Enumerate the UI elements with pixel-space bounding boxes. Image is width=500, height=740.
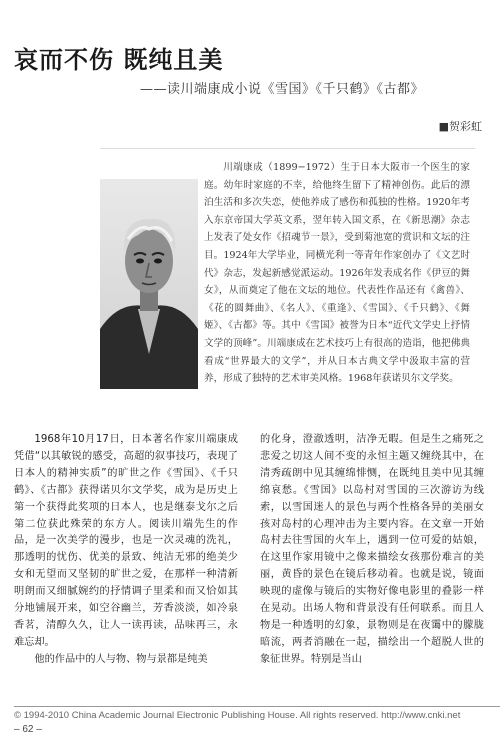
article-paragraph: 的化身，澄澈透明，洁净无暇。但是生之痛死之悲爱之切这人间不变的永恒主题又缠绕其中，在清秀疏朗中见其缠绵悱恻，在既纯且美中见其缠绵哀愁。《雪国》以岛村对雪国的三次游访为线索，以雪国迷人的景色与两个性格各异的美丽女孩对岛村的心理冲击为主要内容。在文章一开始岛村去往雪国的火车上，遇到一位可爱的姑娘，在这里作家用镜中之像来描绘女孩那份难言的美丽，黄昏的景色在镜后移动着。也就是说，镜面映现的虚像与镜后的实物好像电影里的叠影一样在晃动。出场人物和背景没有任何联系。而且人物是一种透明的幻象，景物则是在夜霭中的朦胧暗流，两者消融在一起，描绘出一个超脱人世的象征世界。特别是当山 xyxy=(260,434,484,665)
article-paragraph: 1968年10月17日，日本著名作家川端康成凭借“以其敏锐的感受，高超的叙事技巧，表现了日本人的精神实质”的旷世之作《雪国》、《千只鹤》、《古都》获得诺贝尔文学奖，成为是历史上第一个获得此奖项的日本人，也是继泰戈尔之后第二位获此殊荣的东方人。阅读川端先生的作品，是一次美学的漫步，也是一次灵魂的洗礼，那透明的忧伤、优美的景致、纯洁无邪的绝美少女和无望而又坚韧的旷世之爱，在那样一种清新明朗而又细腻婉约的抒情调子里柔和而又恰如其分地铺展开来，如空谷幽兰，芳香淡淡，如冷泉香茗，清醇久久，让人一读再读，品味再三，永难忘却。 xyxy=(14,434,238,648)
article-subtitle: ——读川端康成小说《雪国》《千只鹤》《古都》 xyxy=(140,82,425,97)
footer-divider xyxy=(14,706,500,707)
article-title: 哀而不伤 既纯且美 xyxy=(14,46,224,74)
copyright-notice: © 1994-2010 China Academic Journal Electronic Publishing House. All rights reserved. http://www.cnki.net xyxy=(14,710,461,721)
author-bio-box xyxy=(100,148,475,421)
author-portrait xyxy=(100,179,198,389)
page-number: – 62 – xyxy=(14,724,42,735)
article-column-right xyxy=(260,432,484,669)
author-byline: ■贺彩虹 xyxy=(438,120,482,133)
article-paragraph: 他的作品中的人与物、物与景都是纯美 xyxy=(34,653,208,665)
author-bio-text: 川端康成（1899−1972）生于日本大阪市一个医生的家庭。幼年时家庭的不幸，给他终生留下了精神创伤。此后的漂泊生活和多次失恋，使他养成了感伤和孤独的性格。1920年考入东京帝国大学英文系，翌年转入国文系，在《新思潮》杂志上发表了处女作《招魂节一景》，受到菊池宽的赏识和文坛的注目。1924年大学毕业，同横光利一等青年作家创办了《文艺时代》杂志，发起新感觉派运动。1926年发表成名作《伊豆的舞女》，从而奠定了他在文坛的地位。代表性作品还有《禽兽》、《花的圆舞曲》、《名人》、《重逢》、《雪国》、《千只鹤》、《舞姬》、《古都》等。其中《雪国》被誉为日本“近代文学史上抒情文学的顶峰”。川端康成在艺术技巧上有很高的造诣，他把佛典看成“世界最大的文学”，并从日本古典文学中汲取丰富的营养，形成了独特的艺术审美风格。1968年获诺贝尔文学奖。 xyxy=(204,162,470,385)
article-column-left xyxy=(14,432,238,669)
